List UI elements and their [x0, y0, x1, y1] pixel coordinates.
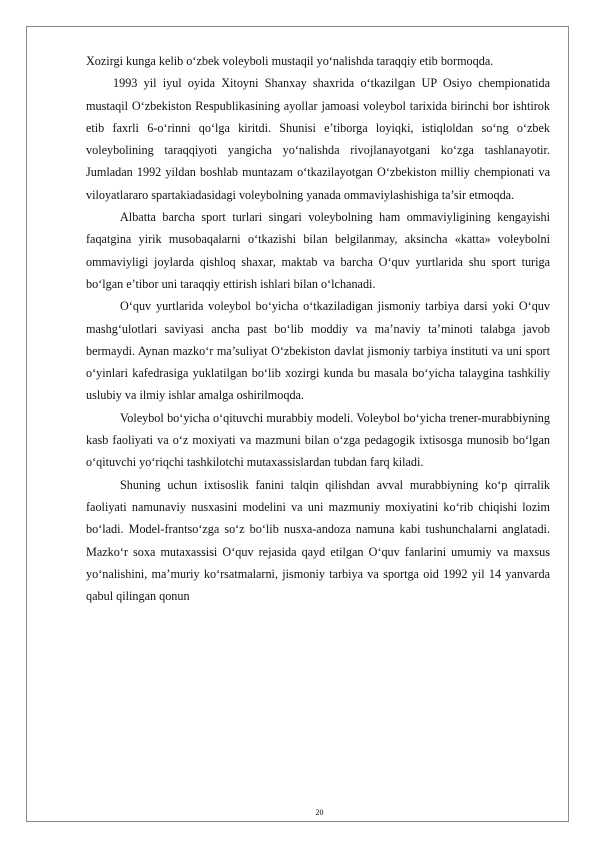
paragraph-3: Albatta barcha sport turlari singari voleybolning ham ommaviyligining kengayishi faqatgina yirik musobaqalarni o‘tkazishi bilan belgilanmay, aksincha «katta» voleybolni ommaviyligi joylarda qishloq shaxar, maktab va barcha O‘quv yurtlarida shu sport turiga bo‘lgan e’tibor uni taraqqiy ettirish ishlari bilan o‘lchanadi.: [86, 210, 550, 291]
document-body: [86, 50, 550, 607]
paragraph-5: Voleybol bo‘yicha o‘qituvchi murabbiy modeli. Voleybol bo‘yicha trener-murabbiyning kasb faoliyati va o‘z moxiyati va mazmuni bilan o‘zga pedagogik ixtisosga munosib bo‘lgan o‘qituvchi yo‘riqchi tashkilotchi mutaxassislardan tubdan farq kiladi.: [86, 410, 550, 470]
paragraph-6: Shuning uchun ixtisoslik fanini talqin qilishdan avval murabbiyning ko‘p qirralik faoliyati namunaviy nusxasini modelini va uni mazmuniy moxiyatini ko‘rib chiqishi lozim bo‘ladi. Model-frantso‘zga so‘z bo‘lib nusxa-andoza namuna kabi tushunchalarni anglatadi. Mazko‘r soxa mutaxassisi O‘quv rejasida qayd etilgan O‘quv fanlarini umumiy va maxsus yo‘nalishini, ma’muriy ko‘rsatmalarni, jismoniy tarbiya va sportga oid 1992 yil 14 yanvarda qabul qilingan qonun: [86, 477, 550, 604]
paragraph-1: Xozirgi kunga kelib o‘zbek voleyboli mustaqil yo‘nalishda taraqqiy etib bormoqda.: [86, 54, 494, 68]
paragraph-2: 1993 yil iyul oyida Xitoyni Shanxay shaxrida o‘tkazilgan UP Osiyo chempionatida mustaqil O‘zbekiston Respublikasining ayollar jamoasi voleybol tarixida birinchi bor ishtirok etib faxrli 6-o‘rinni qo‘lga kiritdi. Shunisi e’tiborga loyiqki, istiqloldan so‘ng o‘zbek voleybolining taraqqiyoti yangicha yo‘nalishda rivojlanayotgani ko‘zga tashlanayotir. Jumladan 1992 yildan boshlab muntazam o‘tkazilayotgan O‘zbekiston milliy chempionati va viloyatlararo spartakiadasidagi voleybolning yanada ommaviylashishiga ta’sir etmoqda.: [86, 76, 550, 202]
page-number: 20: [315, 808, 324, 817]
paragraph-4: O‘quv yurtlarida voleybol bo‘yicha o‘tkaziladigan jismoniy tarbiya darsi yoki O‘quv mashg‘ulotlari saviyasi ancha past bo‘lib moddiy va ma’naviy ta’minoti talabga javob bermaydi. Aynan mazko‘r ma’suliyat O‘zbekiston davlat jismoniy tarbiya instituti va uni sport o‘yinlari kafedrasiga yuklatilgan bo‘lib xozirgi kunda bu masala bo‘yicha talaygina tashkiliy uslubiy va ilmiy ishlar amalga oshirilmoqda.: [86, 299, 550, 403]
